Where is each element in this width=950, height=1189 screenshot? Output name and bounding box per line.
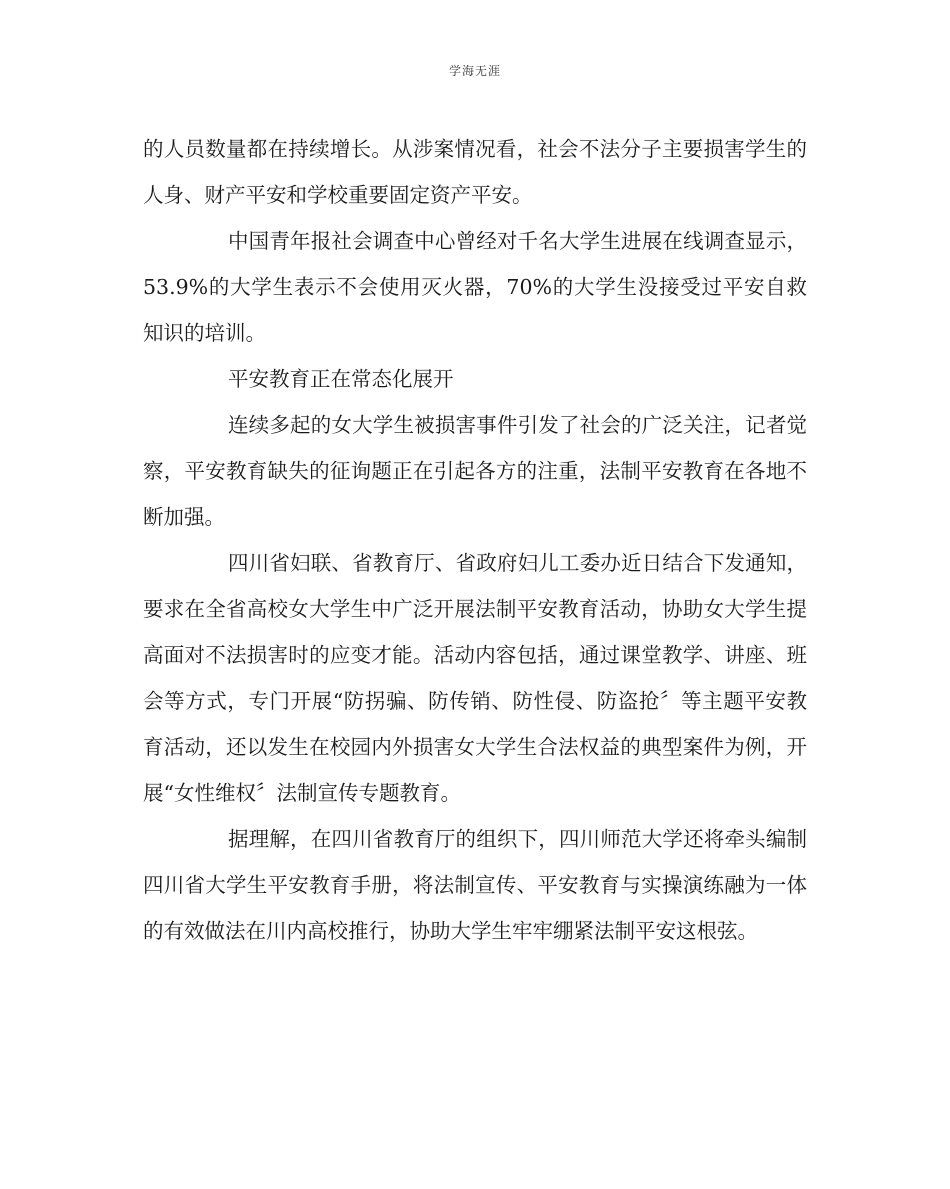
page-header: 学海无涯: [448, 64, 501, 78]
paragraph-3: 连续多起的女大学生被损害事件引发了社会的广泛关注，记者觉察，平安教育缺失的征询题正在引起各方的注重，法制平安教育在各地不断加强。: [143, 413, 807, 529]
paragraph-5: 据理解，在四川省教育厅的组织下，四川师范大学还将牵头编制四川省大学生平安教育手册，将法制宣传、平安教育与实操演练融为一体的有效做法在川内高校推行，协助大学生牢牢绷紧法制平安这根弦。: [143, 827, 807, 943]
paragraph-1: 的人员数量都在持续增长。从涉案情况看，社会不法分子主要损害学生的人身、财产平安和学校重要固定资产平安。: [143, 137, 807, 207]
section-heading: 平安教育正在常态化展开: [228, 367, 454, 391]
document-body: [143, 126, 807, 954]
paragraph-2: 中国青年报社会调查中心曾经对千名大学生进展在线调查显示，53.9%的大学生表示不会使用灭火器，70%的大学生没接受过平安自救知识的培训。: [143, 229, 807, 345]
paragraph-4: 四川省妇联、省教育厅、省政府妇儿工委办近日结合下发通知，要求在全省高校女大学生中广泛开展法制平安教育活动，协助女大学生提高面对不法损害时的应变才能。活动内容包括，通过课堂教学、讲座、班会等方式，专门开展“防拐骗、防传销、防性侵、防盗抢〞等主题平安教育活动，还以发生在校园内外损害女大学生合法权益的典型案件为例，开展“女性维权〞法制宣传专题教育。: [143, 551, 807, 805]
